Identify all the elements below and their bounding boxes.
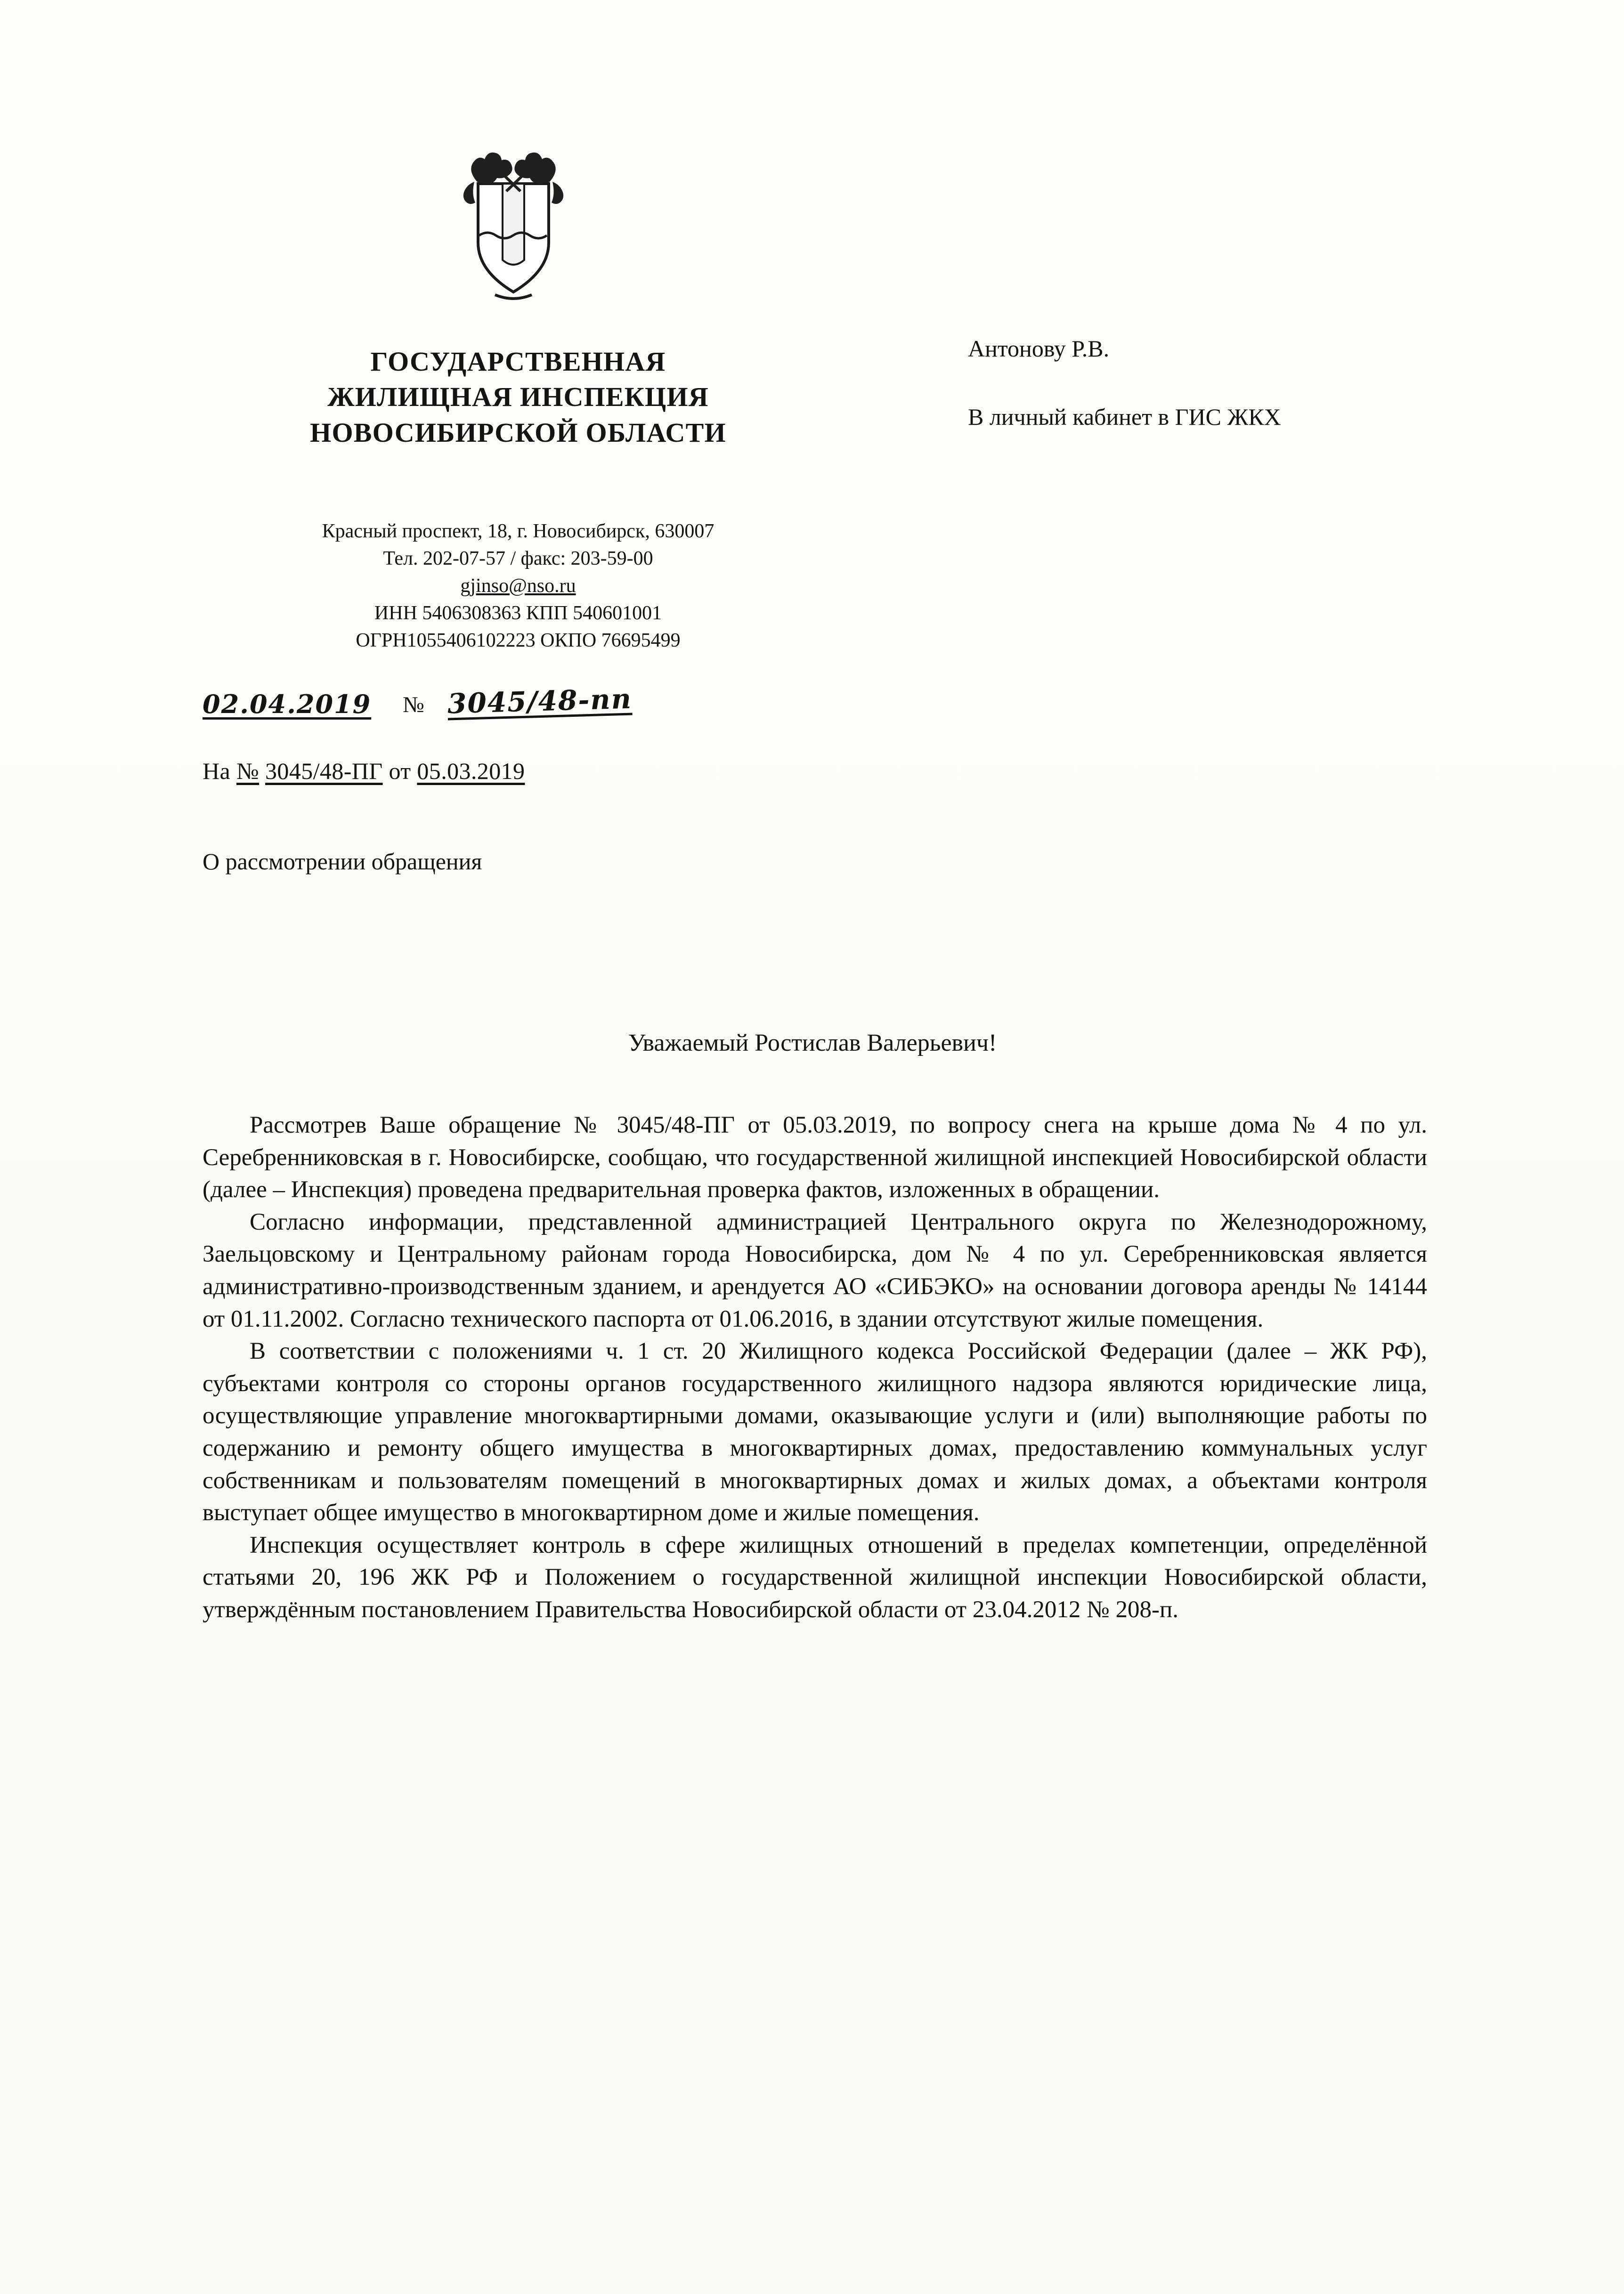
addressee-person: Антонову Р.В. [968, 335, 1110, 362]
incoming-number: 3045/48-ПГ [265, 758, 383, 784]
coat-of-arms-icon [450, 151, 577, 306]
email-link[interactable]: gjinso@nso.ru [460, 575, 576, 597]
address-line: Красный проспект, 18, г. Новосибирск, 630007 [322, 520, 715, 542]
letter-subject: О рассмотрении обращения [203, 848, 482, 875]
letter-body [203, 1109, 1427, 1626]
incoming-date-prefix: от [389, 758, 411, 784]
ogrn-okpo-line: ОГРН1055406102223 ОКПО 76695499 [356, 629, 681, 651]
body-paragraph-1: Рассмотрев Ваше обращение № 3045/48-ПГ от 05.03.2019, по вопросу снега на крыше дома № 4 по ул. Серебренниковская в г. Новосибирске, сообщаю, что государственной жилищной инспекцией Новосибирской области (далее – Инспекция) проведена предварительная проверка фактов, изложенных в обращении. [203, 1112, 1427, 1203]
phone-line: Тел. 202-07-57 / факс: 203-59-00 [383, 547, 653, 569]
organization-name [203, 344, 834, 450]
inn-kpp-line: ИНН 5406308363 КПП 540601001 [374, 602, 662, 624]
incoming-number-sign: № [236, 758, 260, 784]
incoming-date: 05.03.2019 [417, 758, 525, 784]
greeting-line: Уважаемый Ростислав Валерьевич! [628, 1029, 997, 1056]
body-paragraph-2: Согласно информации, представленной администрацией Центрального округа по Железнодорожному, Заельцовскому и Центральному районам города Новосибирска, дом № 4 по ул. Серебренниковская является административно-производственным зданием, и арендуется АО «СИБЭКО» на основании договора аренды № 14144 от 01.11.2002. Согласно технического паспорта от 01.06.2016, в здании отсутствуют жилые помещения. [203, 1208, 1427, 1332]
outgoing-number-handwritten: 3045/48-пп [447, 682, 633, 720]
org-line-3: НОВОСИБИРСКОЙ ОБЛАСТИ [310, 417, 726, 448]
organization-requisites [179, 518, 857, 655]
outgoing-date-handwritten: 02.04.2019 [203, 689, 372, 719]
body-paragraph-4: Инспекция осуществляет контроль в сфере жилищных отношений в пределах компетенции, определённой статьями 20, 196 ЖК РФ и Положением о государственной жилищной инспекции Новосибирской области, утверждённым постановлением Правительства Новосибирской области от 23.04.2012 № 208-п. [203, 1532, 1427, 1623]
addressee-delivery: В личный кабинет в ГИС ЖКХ [968, 404, 1281, 430]
incoming-prefix: На [203, 758, 231, 784]
body-paragraph-3: В соответствии с положениями ч. 1 ст. 20 Жилищного кодекса Российской Федерации (далее – ЖК РФ), субъектами контроля со стороны органов государственного жилищного надзора являются юридические лица, осуществляющие управление многоквартирными домами, оказывающие услуги и (или) выполняющие работы по содержанию и ремонту общего имущества в многоквартирных домах, предоставлению коммунальных услуг собственникам и пользователям помещений в многоквартирных домах и жилых домах, а объектами контроля выступает общее имущество в многоквартирном доме и жилые помещения. [203, 1338, 1427, 1526]
outgoing-number-line [203, 682, 909, 737]
org-line-2: ЖИЛИЩНАЯ ИНСПЕКЦИЯ [327, 381, 709, 413]
addressee-block [968, 337, 1533, 429]
org-line-1: ГОСУДАРСТВЕННАЯ [370, 346, 666, 377]
outgoing-number-sign: № [403, 692, 424, 717]
incoming-reference [203, 757, 525, 785]
